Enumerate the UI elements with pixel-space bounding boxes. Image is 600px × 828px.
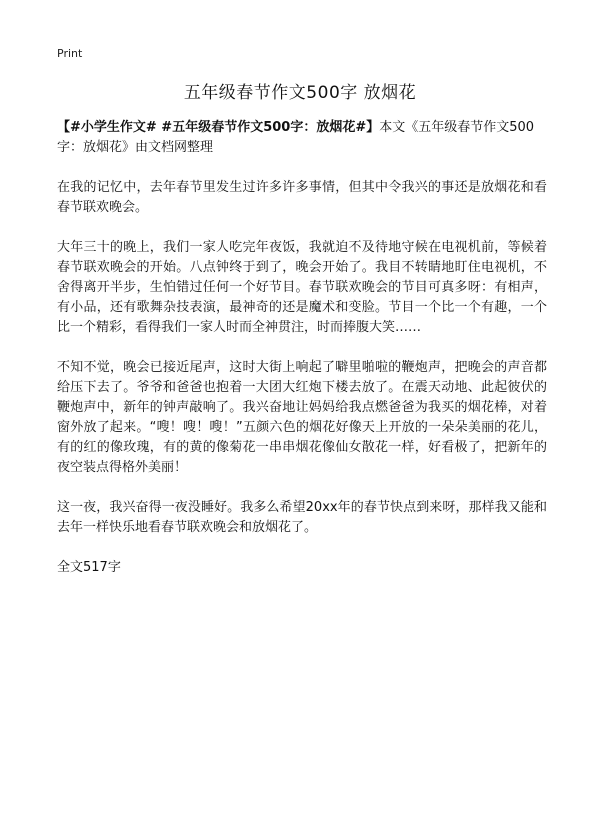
article-source-note: 本文《五年级春节作文500字：放烟花》由文档网整理 bbox=[57, 120, 535, 155]
print-link[interactable]: Print bbox=[57, 47, 83, 60]
paragraph-2: 大年三十的晚上，我们一家人吃完年夜饭，我就迫不及待地守候在电视机前，等候着春节联欢晚会的开始。八点钟终于到了，晚会开始了。我目不转睛地盯住电视机，不舍得离开半步，生怕错过任何一个好节目。春节联欢晚会的节目可真多呀：有相声，有小品，还有歌舞杂技表演，最神奇的还是魔术和变脸。节目一个比一个有趣，一个比一个精彩，看得我们一家人时而全神贯注，时而捧腹大笑…… bbox=[57, 240, 547, 335]
page-title: 五年级春节作文500字 放烟花 bbox=[183, 83, 417, 103]
article-intro bbox=[57, 118, 547, 158]
paragraph-3: 不知不觉，晚会已接近尾声，这时大街上响起了噼里啪啦的鞭炮声，把晚会的声音都给压下去了。爷爷和爸爸也抱着一大团大红炮下楼去放了。在震天动地、此起彼伏的鞭炮声中，新年的钟声敲响了。我兴奋地让妈妈给我点燃爸爸为我买的烟花棒，对着窗外放了起来。“嗖！嗖！嗖！”五颜六色的烟花好像天上开放的一朵朵美丽的花儿，有的红的像玫瑰，有的黄的像菊花一串串烟花像仙女散花一样，好看极了，把新年的夜空装点得格外美丽！ bbox=[57, 360, 547, 475]
article-body bbox=[57, 118, 547, 578]
paragraph-4: 这一夜，我兴奋得一夜没睡好。我多么希望20xx年的春节快点到来呀，那样我又能和去年一样快乐地看春节联欢晚会和放烟花了。 bbox=[57, 500, 547, 535]
paragraph-1: 在我的记忆中，去年春节里发生过许多许多事情，但其中令我兴的事还是放烟花和看春节联欢晚会。 bbox=[57, 180, 547, 215]
word-count: 全文517字 bbox=[57, 560, 121, 575]
article-tags: 【#小学生作文# #五年级春节作文500字：放烟花#】 bbox=[57, 120, 380, 135]
